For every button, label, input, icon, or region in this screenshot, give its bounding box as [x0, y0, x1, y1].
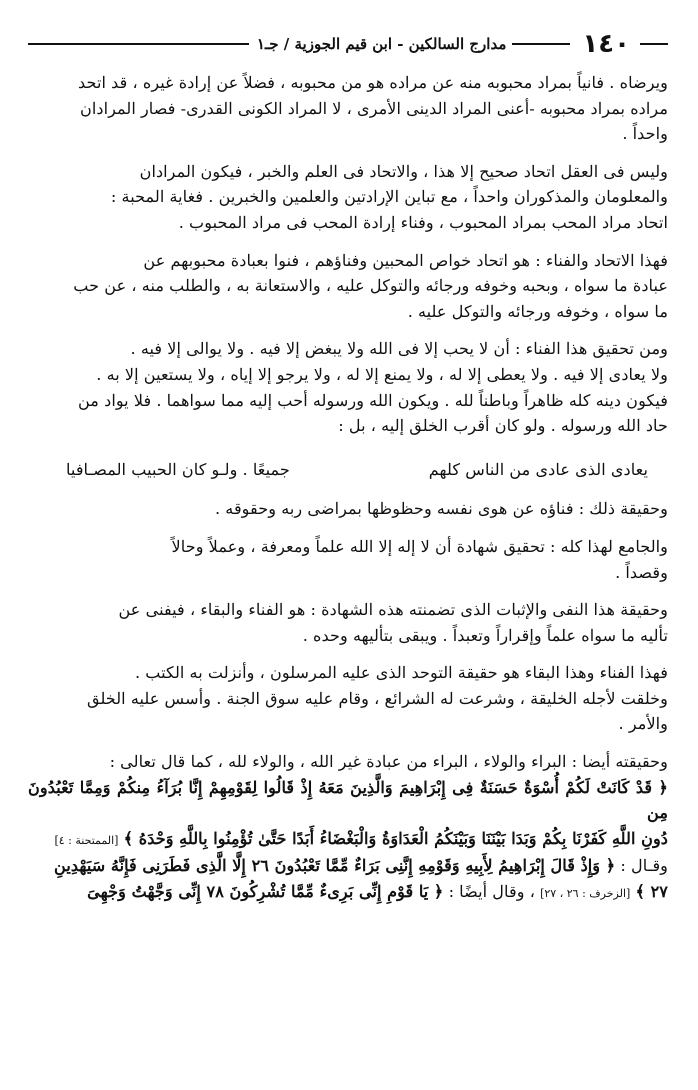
- text-line: مراده بمراد محبوبه -أعنى المراد الدينى الأمرى ، لا المراد الكونى القدرى- فصار المرادان: [80, 98, 668, 118]
- page-body: [28, 70, 668, 907]
- running-title: مدارج السالكين - ابن قيم الجوزية / جـ١: [256, 35, 507, 53]
- text-line: وحقيقته أيضا : البراء والولاء ، البراء من عبادة غير الله ، والولاء لله ، كما قال تعالى :: [109, 752, 668, 772]
- verse-first-hemistich: يعادى الذى عادى من الناس كلهم: [428, 459, 648, 479]
- text-line: حاد الله ورسوله . ولو كان أقرب الخلق إليه ، بل :: [338, 416, 668, 436]
- header-rule: [512, 43, 570, 45]
- paragraph: [28, 496, 668, 522]
- paragraph: [28, 70, 668, 147]
- text-line: ولا يعادى إلا فيه . ولا يعطى إلا له ، ولا يمنع إلا له ، ولا يرجو إلا إياه ، ولا يستعين إلا به .: [96, 364, 668, 384]
- quran-verse-text: دُونِ اللَّهِ كَفَرْنَا بِكُمْ وَبَدَا بَيْنَنَا وَبَيْنَكُمُ الْعَدَاوَةُ وَالْبَغْضَاءُ أَبَدًا حَتَّىٰ تُؤْمِنُوا بِاللَّهِ وَحْدَهُ ﴾: [123, 828, 668, 848]
- quran-verse-text: ﴿ يَا قَوْمِ إِنِّى بَرِىءٌ مِّمَّا تُشْرِكُونَ ٧٨ إِنِّى وَجَّهْتُ وَجْهِىَ: [87, 882, 444, 902]
- paragraph: [28, 248, 668, 325]
- text-line: تأليه ما سواه علماً وإقراراً وتعبداً . ويبقى بتأليهه وحده .: [302, 625, 668, 645]
- text-line: فهذا الاتحاد والفناء : هو اتحاد خواص المحبين وفناؤهم ، فنوا بعبادة محبوبهم عن: [143, 250, 668, 270]
- text-line: عبادة ما سواه ، وبحبه وخوفه ورجائه والتوكل عليه ، والاستعانة به ، والطلب منه ، عن حب: [73, 276, 668, 296]
- quran-verse-line: ﴿ قَدْ كَانَتْ لَكُمْ أُسْوَةٌ حَسَنَةٌ فِى إِبْرَاهِيمَ وَالَّذِينَ مَعَهُ إِذْ قَالُوا لِقَوْمِهِمْ إِنَّا بُرَآءُ مِنكُمْ وَمِمَّا تَعْبُدُونَ مِن: [28, 777, 668, 823]
- text-line: ويرضاه . فانياً بمراد محبوبه منه عن مراده هو من محبوبه ، فضلاً عن إرادة غيره ، قد اتحد: [78, 73, 668, 92]
- header-rule: [640, 43, 668, 45]
- quran-verse-text: ٢٧ ﴾: [635, 882, 668, 902]
- text-line: والمعلومان والمذكوران واحداً ، مع تباين الإرادتين والعلمين والخبرين . فغاية المحبة :: [110, 187, 668, 207]
- paragraph: [28, 159, 668, 236]
- text-line: ومن تحقيق هذا الفناء : أن لا يحب إلا فى الله ولا يبغض إلا فيه . ولا يوالى إلا فيه .: [130, 339, 668, 359]
- lead-text: ، وقال أيضًا :: [448, 882, 535, 902]
- text-line: واحداً .: [622, 124, 668, 144]
- text-line: والأمر .: [618, 714, 668, 734]
- page-header: [28, 24, 668, 64]
- text-line: وليس فى العقل اتحاد صحيح إلا هذا ، والاتحاد فى العلم والخبر ، فيكون المرادان: [139, 161, 668, 181]
- poetry-verse: [28, 451, 668, 489]
- page-number: ١٤٠: [582, 29, 630, 59]
- paragraph-quran-citations: [28, 749, 668, 907]
- text-line: [28, 879, 668, 907]
- paragraph: [28, 597, 668, 648]
- text-line: وحقيقة هذا النفى والإثبات الذى تضمنته هذه الشهادة : هو الفناء والبقاء ، فيفنى عن: [118, 600, 668, 620]
- text-line: [28, 853, 668, 879]
- text-line: وقصداً .: [615, 562, 668, 582]
- surah-reference: [الممتحنة : ٤]: [54, 833, 119, 847]
- lead-text: وقـال :: [620, 856, 668, 876]
- surah-reference: [الزخرف : ٢٦ ، ٢٧]: [540, 887, 631, 901]
- header-rule: [28, 43, 249, 45]
- text-line: ما سواه ، وخوفه ورجائه والتوكل عليه .: [407, 301, 668, 321]
- text-line: [28, 826, 668, 854]
- text-line: اتحاد مراد المحب بمراد المحبوب ، وفناء إرادة المحب فى مراد المحبوب .: [178, 212, 668, 232]
- text-line: والجامع لهذا كله : تحقيق شهادة أن لا إله إلا الله علماً ومعرفة ، وعملاً وحالاً: [171, 536, 668, 556]
- text-line: وحقيقة ذلك : فناؤه عن هوى نفسه وحظوظها بمراضى ربه وحقوقه .: [214, 499, 668, 519]
- text-line: فهذا الفناء وهذا البقاء هو حقيقة التوحد الذى عليه المرسلون ، وأنزلت به الكتب .: [134, 663, 668, 683]
- paragraph: [28, 534, 668, 585]
- paragraph: [28, 336, 668, 438]
- text-line: وخلقت لأجله الخليقة ، وشرعت له الشرائع ، وقام عليه سوق الجنة . وأسس عليه الخلق: [86, 688, 668, 708]
- text-line: فيكون دينه كله ظاهراً وباطناً لله . ويكون الله ورسوله أحب إليه مما سواهما . فلا يواد من: [77, 390, 668, 410]
- quran-verse-text: ﴿ وَإِذْ قَالَ إِبْرَاهِيمُ لِأَبِيهِ وَقَوْمِهِ إِنَّنِى بَرَاءٌ مِّمَّا تَعْبُدُونَ ٢٦ إِلَّا الَّذِى فَطَرَنِى فَإِنَّهُ سَيَهْدِينِ: [54, 856, 616, 876]
- verse-second-hemistich: جميعًا . ولـو كان الحبيب المصـافيا: [66, 459, 290, 479]
- paragraph: [28, 660, 668, 737]
